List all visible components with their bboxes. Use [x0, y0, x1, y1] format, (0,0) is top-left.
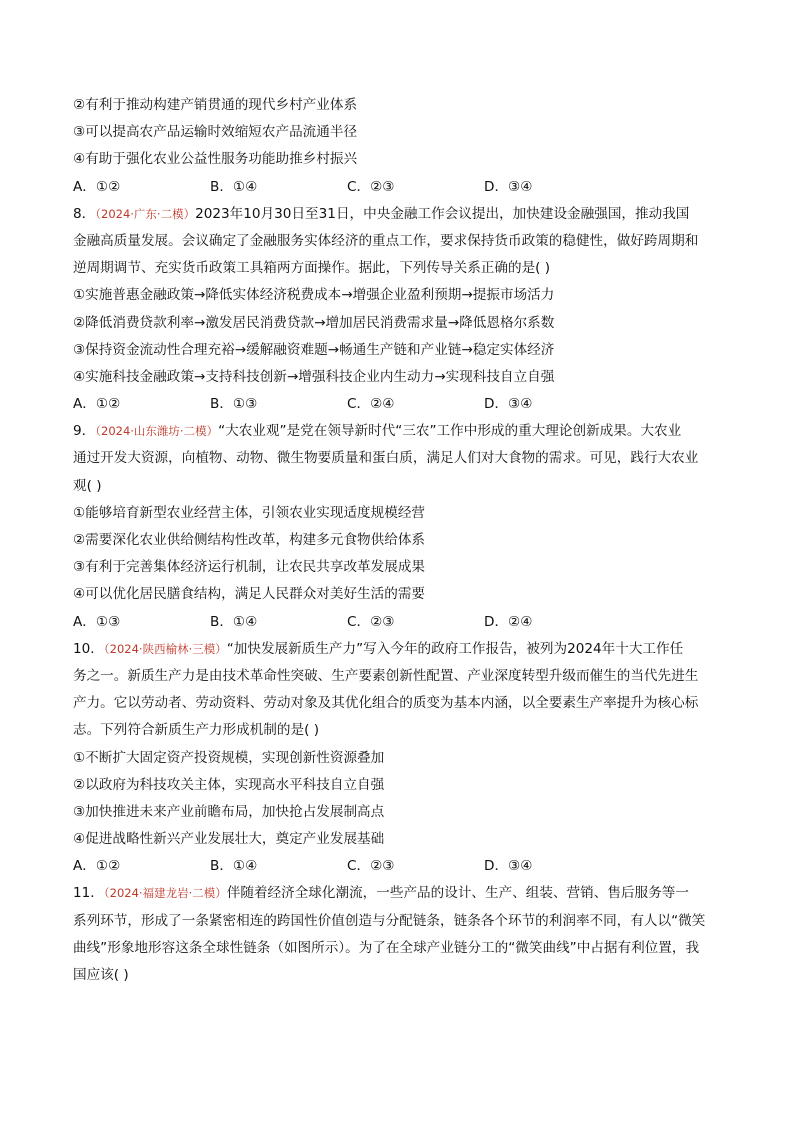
question-9 [73, 418, 723, 636]
q10-options [73, 853, 723, 880]
q8-number: 8． [73, 205, 96, 222]
q10-stem-line-2: 务之一。新质生产力是由技术革命性突破、生产要素创新性配置、产业深度转型升级而催生的当代先进生 [73, 667, 699, 684]
question-11 [73, 880, 723, 989]
question-8 [73, 201, 723, 419]
q8-statement-3: ③保持资金流动性合理充裕→缓解融资难题→畅通生产链和产业链→稳定实体经济 [73, 341, 555, 358]
q10-statement-2: ②以政府为科技攻关主体，实现高水平科技自立自强 [73, 776, 385, 793]
q10-statement-1: ①不断扩大固定资产投资规模，实现创新性资源叠加 [73, 749, 385, 766]
q7-statement-2: ②有利于推动构建产销贯通的现代乡村产业体系 [73, 97, 358, 113]
q9-statement-4: ④可以优化居民膳食结构，满足人民群众对美好生活的需要 [73, 586, 426, 603]
q11-stem-text-1: 伴随着经济全球化潮流，一些产品的设计、生产、组装、营销、售后服务等一 [226, 885, 689, 902]
q8-stem-line-3: 逆周期调节、充实货币政策工具箱两方面操作。据此，下列传导关系正确的是( ) [73, 260, 551, 277]
q8-option-a[interactable]: A．①② [73, 396, 121, 413]
q9-option-c[interactable]: C．②③ [347, 613, 395, 630]
q11-stem-line-2: 系列环节，形成了一条紧密相连的跨国性价值创造与分配链条，链条各个环节的利润率不同，有人以“微笑 [73, 912, 706, 929]
q9-option-b[interactable]: B．①④ [210, 613, 258, 630]
q8-stem-line-2: 金融高质量发展。会议确定了金融服务实体经济的重点工作，要求保持货币政策的稳健性，做好跨周期和 [73, 232, 699, 249]
q7-statement-3: ③可以提高农产品运输时效缩短农产品流通半径 [73, 124, 358, 141]
q7-option-a[interactable]: A．①② [73, 178, 121, 195]
q10-option-d[interactable]: D．③④ [484, 858, 533, 875]
q10-option-b[interactable]: B．①④ [210, 858, 258, 875]
q8-statement-2: ②降低消费贷款利率→激发居民消费贷款→增加居民消费需求量→降低恩格尔系数 [73, 314, 555, 331]
q8-option-d[interactable]: D．③④ [484, 396, 533, 413]
q11-number: 11． [73, 885, 104, 902]
q8-statement-4: ④实施科技金融政策→支持科技创新→增强科技企业内生动力→实现科技自立自强 [73, 368, 555, 385]
q10-option-a[interactable]: A．①② [73, 858, 121, 875]
q9-stem-line-1 [73, 418, 723, 445]
q10-source: （2024·陕西榆林·三模） [103, 641, 227, 656]
q7-statement-4: ④有助于强化农业公益性服务功能助推乡村振兴 [73, 151, 358, 168]
q11-stem-line-1 [73, 880, 723, 907]
q7-option-c[interactable]: C．②③ [347, 178, 395, 195]
q10-stem-line-4: 志。下列符合新质生产力形成机制的是( ) [73, 722, 320, 739]
document-page [73, 92, 723, 989]
q9-statement-1: ①能够培育新型农业经营主体，引领农业实现适度规模经营 [73, 504, 426, 521]
q10-option-c[interactable]: C．②③ [347, 858, 395, 875]
question-7 [73, 92, 723, 201]
q9-option-a[interactable]: A．①③ [73, 613, 121, 630]
q9-stem-text-1: “大农业观”是党在领导新时代“三农”工作中形成的重大理论创新成果。大农业 [218, 423, 682, 440]
q9-stem-line-2: 通过开发大资源，向植物、动物、微生物要质量和蛋白质，满足人们对大食物的需求。可见，践行大农业 [73, 450, 699, 467]
q7-option-b[interactable]: B．①④ [210, 178, 258, 195]
question-10 [73, 636, 723, 881]
q11-source: （2024·福建龙岩·二模） [103, 886, 227, 901]
q10-statement-4: ④促进战略性新兴产业发展壮大，奠定产业发展基础 [73, 831, 385, 848]
q8-option-c[interactable]: C．②④ [347, 396, 395, 413]
q8-stem-line-1 [73, 201, 723, 228]
q9-statement-2: ②需要深化农业供给侧结构性改革，构建多元食物供给体系 [73, 532, 426, 548]
q9-options [73, 609, 723, 636]
q9-option-d[interactable]: D．②④ [484, 613, 533, 630]
q11-stem-line-3: 曲线”形象地形容这条全球性链条（如图所示）。为了在全球产业链分工的“微笑曲线”中占据有利位置，我 [73, 939, 700, 956]
q7-options [73, 174, 723, 201]
q10-stem-text-1: “加快发展新质生产力”写入今年的政府工作报告，被列为2024年十大工作任 [226, 640, 684, 657]
q8-statement-1: ①实施普惠金融政策→降低实体经济税费成本→增强企业盈利预期→提振市场活力 [73, 287, 555, 304]
q8-option-b[interactable]: B．①③ [210, 396, 258, 413]
q8-stem-text-1: 2023年10月30日至31日，中央金融工作会议提出，加快建设金融强国，推动我国 [195, 205, 690, 222]
q7-option-d[interactable]: D．③④ [484, 178, 533, 195]
q8-source: （2024·广东·二模） [95, 206, 196, 221]
q10-stem-line-1 [73, 636, 723, 663]
q10-stem-line-3: 产力。它以劳动者、劳动资料、劳动对象及其优化组合的质变为基本内涵，以全要素生产率提升为核心标 [73, 695, 699, 712]
q8-options [73, 391, 723, 418]
q9-source: （2024·山东潍坊·二模） [95, 424, 219, 439]
q9-number: 9． [73, 423, 96, 440]
q11-stem-line-4: 国应该( ) [73, 967, 129, 983]
q9-stem-line-3: 观( ) [73, 477, 102, 494]
q9-statement-3: ③有利于完善集体经济运行机制，让农民共享改革发展成果 [73, 559, 426, 576]
q10-statement-3: ③加快推进未来产业前瞻布局，加快抢占发展制高点 [73, 803, 385, 820]
q10-number: 10． [73, 640, 104, 657]
